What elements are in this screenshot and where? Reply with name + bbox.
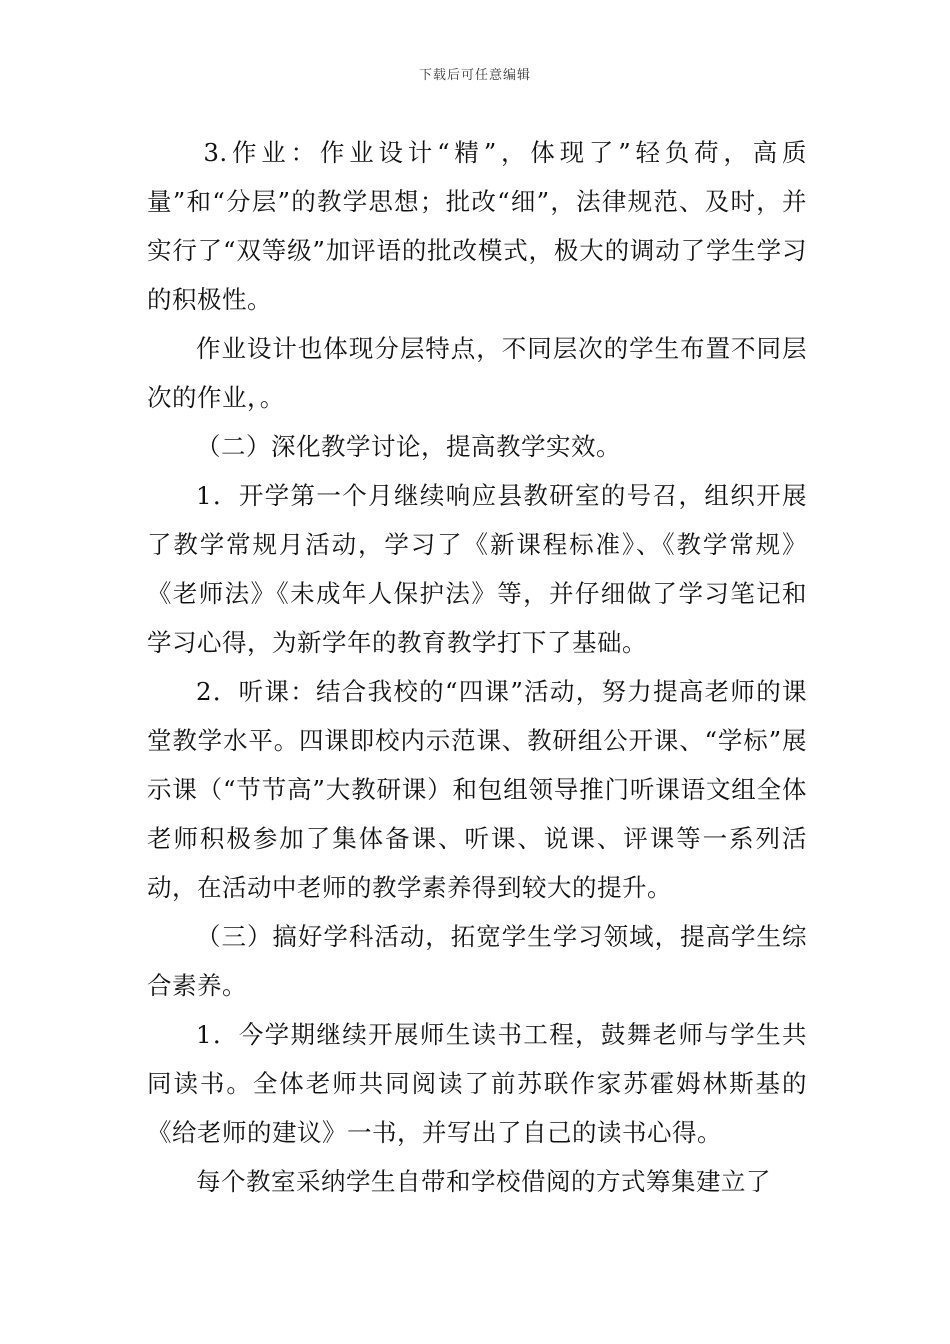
paragraph-reading-project: 1．今学期继续开展师生读书工程，鼓舞老师与学生共同读书。全体老师共同阅读了前苏联作家苏霍姆林斯基的《给老师的建议》一书，并写出了自己的读书心得。 — [147, 1020, 807, 1147]
section-heading-3: （三）搞好学科活动，拓宽学生学习领域，提高学生综合素养。 — [147, 922, 807, 1000]
paragraph-routine-month: 1．开学第一个月继续响应县教研室的号召，组织开展了教学常规月活动，学习了《新课程标准》、《教学常规》《老师法》《未成年人保护法》等，并仔细做了学习笔记和学习心得，为新学年的教育教学打下了基础。 — [147, 481, 807, 657]
download-note: 下载后可任意编辑 — [418, 68, 531, 83]
paragraph-layered-homework: 作业设计也体现分层特点，不同层次的学生布置不同层次的作业，。 — [147, 334, 807, 412]
paragraph-homework: 3.作业：作业设计“精”，体现了”轻负荷，高质量”和“分层”的教学思想；批改“细”，法律规范、及时，并实行了“双等级”加评语的批改模式，极大的调动了学生学习的积极性。 — [147, 138, 807, 314]
section-heading-2: （二）深化教学讨论，提高教学实效。 — [196, 432, 621, 461]
document-body — [147, 128, 807, 1206]
paragraph-lesson-observation: 2．听课：结合我校的“四课”活动，努力提高老师的课堂教学水平。四课即校内示范课、教研组公开课、“学标”展示课（“节节高”大教研课）和包组领导推门听课语文组全体老师积极参加了集体备课、听课、说课、评课等一系列活动，在活动中老师的教学素养得到较大的提升。 — [147, 677, 807, 902]
paragraph-classroom-library: 每个教室采纳学生自带和学校借阅的方式筹集建立了 — [196, 1167, 771, 1196]
